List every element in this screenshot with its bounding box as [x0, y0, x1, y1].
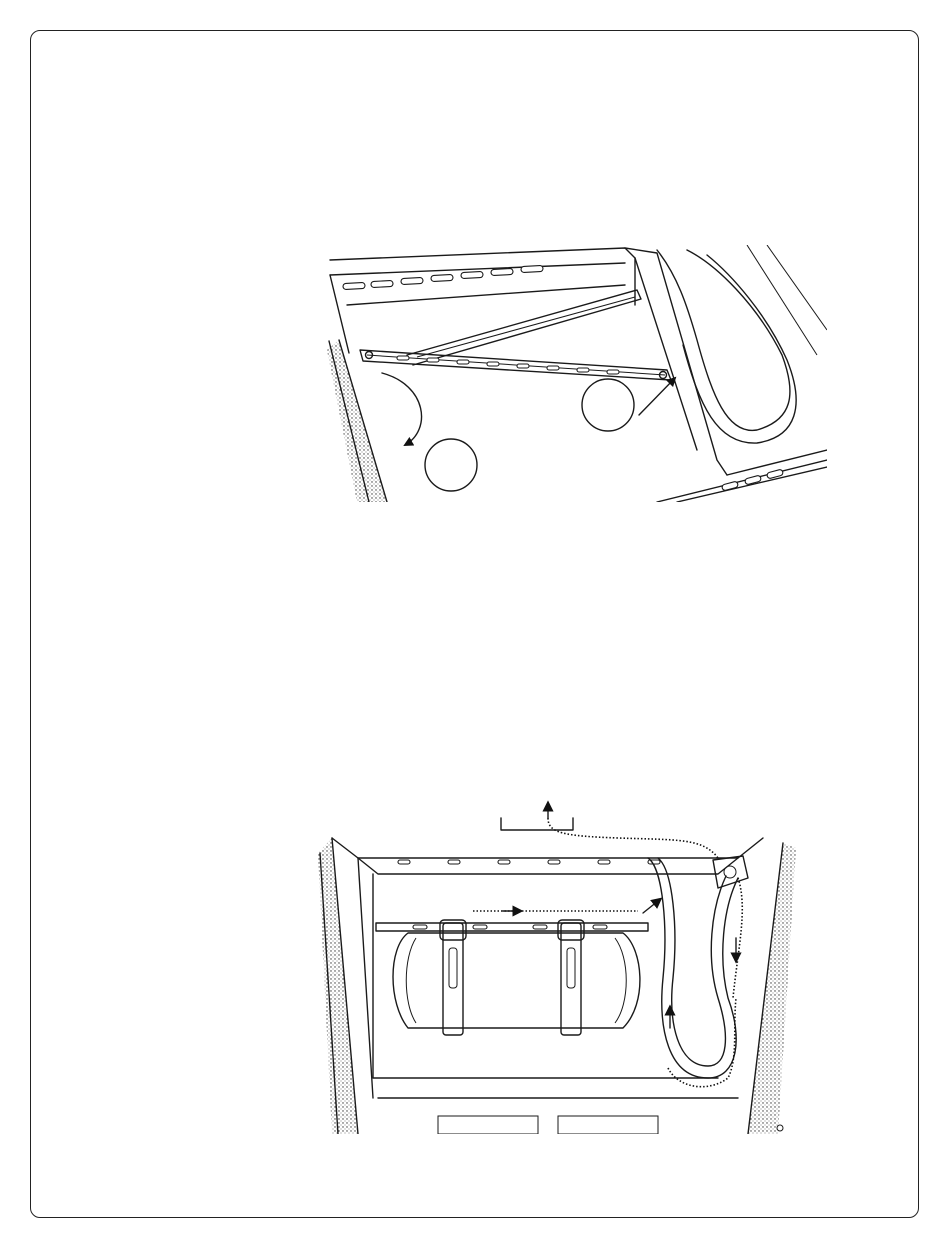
bracket-removal-illustration [327, 245, 827, 502]
hose-loop [657, 245, 827, 443]
tank-hose-routing-illustration [318, 798, 796, 1134]
cabinet-wall-left [327, 340, 387, 502]
callout-circle-2 [582, 379, 634, 431]
mounting-rail [376, 923, 648, 931]
callout-circle-1 [425, 439, 477, 491]
rotate-arrow [382, 373, 422, 445]
tank-strap-right [558, 920, 584, 1035]
top-slots [398, 860, 660, 864]
gas-tank [393, 933, 640, 1028]
cabinet-wall-right [748, 843, 796, 1134]
lift-arrow [639, 378, 675, 415]
panel-slots-top [343, 265, 543, 289]
tank-strap-left [440, 920, 466, 1035]
cabinet-wall-left [318, 838, 358, 1134]
upper-rail [407, 290, 641, 365]
arrow-diagonal [643, 901, 658, 913]
regulator [713, 856, 748, 888]
gas-hose [648, 858, 738, 1078]
